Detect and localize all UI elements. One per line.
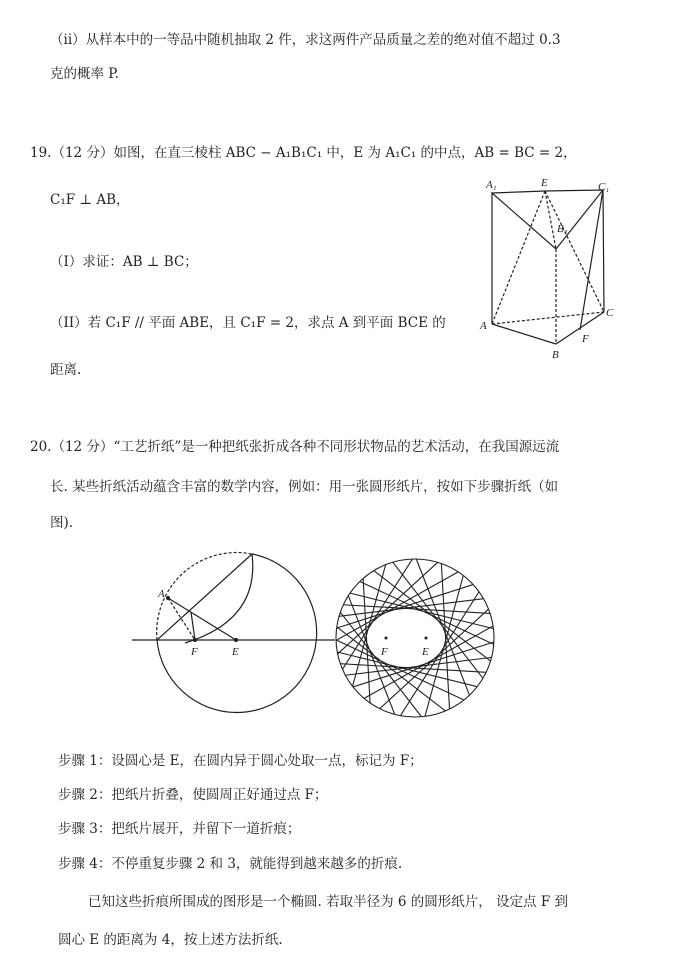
- label-F: F: [582, 333, 589, 345]
- q20-stem-line3: 图).: [50, 515, 74, 531]
- crease-line: [441, 564, 449, 710]
- label-F-fold: F: [191, 646, 198, 658]
- fold-figure-right: [336, 559, 494, 717]
- label-B: B: [552, 349, 559, 361]
- step-1: 步骤 1：设圆心是 E，在圆内异于圆心处取一点，标记为 F；: [58, 753, 423, 769]
- prism-figure: [492, 190, 604, 344]
- q19-stem-line2: C₁F ⊥ AB，: [50, 192, 130, 208]
- crease-line: [336, 572, 458, 641]
- step-4: 步骤 4：不停重复步骤 2 和 3，就能得到越来越多的折痕.: [58, 856, 403, 872]
- crease-line: [339, 599, 484, 617]
- label-E: E: [541, 177, 548, 189]
- q20-known-line2: 圆心 E 的距离为 4，按上述方法折纸.: [58, 932, 283, 948]
- label-A-fold: A: [158, 588, 165, 600]
- q19-part-ii-line2: 距离.: [50, 362, 82, 378]
- label-A: A: [480, 320, 487, 332]
- crease-line: [416, 559, 469, 695]
- label-E-creases: E: [422, 646, 429, 658]
- label-B1: B₁: [557, 223, 568, 235]
- fold-figure-left: [132, 553, 335, 713]
- label-C1: C₁: [598, 181, 610, 193]
- label-E-fold: E: [232, 646, 239, 658]
- label-C: C: [606, 307, 614, 319]
- q20-known-line1: 已知这些折痕所围成的图形是一个椭圆. 若取半径为 6 的圆形纸片， 设定点 F 到: [88, 894, 568, 910]
- q19-part-ii-line1: （II）若 C₁F // 平面 ABE，且 C₁F = 2，求点 A 到平面 BCE 的: [50, 315, 446, 331]
- q19-stem-line1: 19.（12 分）如图，在直三棱柱 ABC − A₁B₁C₁ 中，E 为 A₁C₁ 的中点，AB = BC = 2，: [30, 145, 577, 161]
- label-F-creases: F: [381, 646, 388, 658]
- label-A1: A₁: [486, 179, 497, 191]
- crease-line: [393, 562, 483, 678]
- q19-part-i: （I）求证：AB ⊥ BC；: [50, 254, 198, 270]
- step-2: 步骤 2：把纸片折叠，使圆周正好通过点 F；: [58, 787, 328, 803]
- step-3: 步骤 3：把纸片展开，并留下一道折痕；: [58, 821, 301, 837]
- q18-part-ii-line1: （ii）从样本中的一等品中随机抽取 2 件，求这两件产品质量之差的绝对值不超过 0.3: [50, 32, 561, 48]
- q18-part-ii-line2: 克的概率 P.: [50, 66, 119, 82]
- q20-stem-line2: 长. 某些折纸活动蕴含丰富的数学内容，例如：用一张圆形纸片，按如下步骤折纸（如: [50, 479, 559, 495]
- q20-stem-line1: 20.（12 分）“工艺折纸”是一种把纸张折成各种不同形状物品的艺术活动，在我国源远流: [30, 439, 560, 455]
